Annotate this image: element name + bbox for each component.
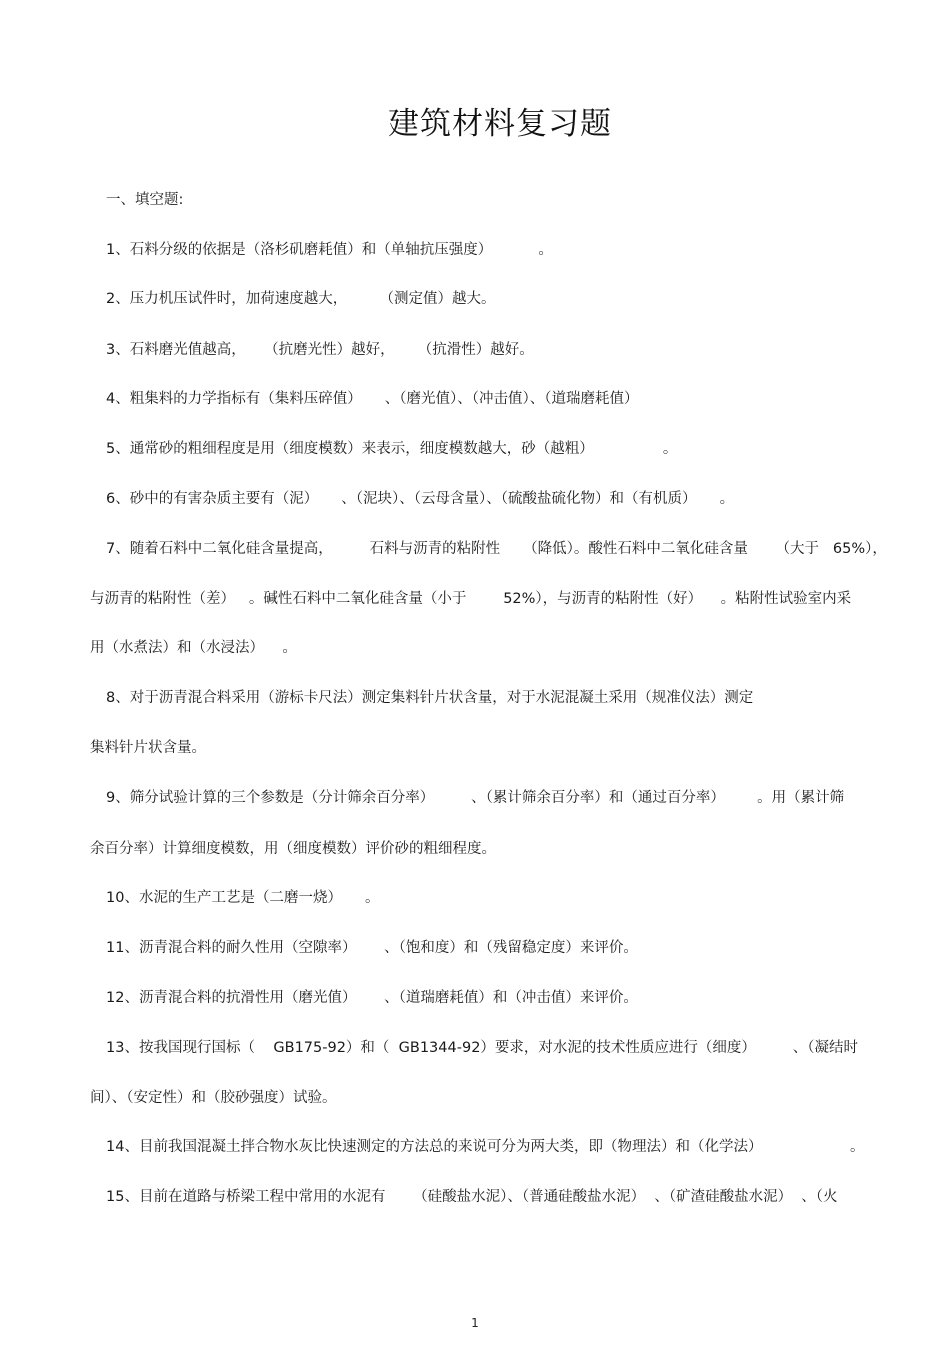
question-line-7c: 用（水煮法）和（水浸法） 。 [90, 640, 297, 656]
question-line-13b: 间）、（安定性）和（胶砂强度）试验。 [90, 1090, 337, 1106]
question-line-7a: 7、随着石料中二氧化硅含量提高， 石料与沥青的粘附性 （降低）。酸性石料中二氧化硅含量 （大于 65%）， [106, 541, 887, 557]
question-line-4: 4、粗集料的力学指标有（集料压碎值） 、（磨光值）、（冲击值）、（道瑞磨耗值） [106, 391, 639, 407]
question-line-9a: 9、筛分试验计算的三个参数是（分计筛余百分率） 、（累计筛余百分率）和（通过百分率） 。用（累计筛 [106, 790, 845, 806]
question-line-13a: 13、按我国现行国标（ GB175-92）和（ GB1344-92）要求，对水泥的技术性质应进行（细度） 、（凝结时 [106, 1040, 859, 1056]
question-line-8a: 8、对于沥青混合料采用（游标卡尺法）测定集料针片状含量，对于水泥混凝土采用（规准仪法）测定 [106, 690, 754, 706]
section-heading: 一、填空题: [106, 192, 184, 208]
question-line-14: 14、目前我国混凝土拌合物水灰比快速测定的方法总的来说可分为两大类，即（物理法）和（化学法） 。 [106, 1139, 865, 1155]
question-line-1: 1、石料分级的依据是（洛杉矶磨耗值）和（单轴抗压强度） 。 [106, 242, 553, 258]
question-line-15: 15、目前在道路与桥梁工程中常用的水泥有 （硅酸盐水泥）、（普通硅酸盐水泥） 、（矿渣硅酸盐水泥） 、（火 [106, 1189, 838, 1205]
question-line-11: 11、沥青混合料的耐久性用（空隙率） 、（饱和度）和（残留稳定度）来评价。 [106, 940, 638, 956]
question-line-12: 12、沥青混合料的抗滑性用（磨光值） 、（道瑞磨耗值）和（冲击值）来评价。 [106, 990, 638, 1006]
question-line-3: 3、石料磨光值越高， （抗磨光性）越好， （抗滑性）越好。 [106, 342, 534, 358]
page-number: 1 [471, 1316, 479, 1330]
question-line-8b: 集料针片状含量。 [90, 740, 206, 756]
question-line-7b: 与沥青的粘附性（差） 。碱性石料中二氧化硅含量（小于 52%），与沥青的粘附性（好） 。粘附性试验室内采 [90, 591, 852, 607]
question-line-5: 5、通常砂的粗细程度是用（细度模数）来表示，细度模数越大，砂（越粗） 。 [106, 441, 678, 457]
question-line-10: 10、水泥的生产工艺是（二磨一烧） 。 [106, 890, 380, 906]
page-title: 建筑材料复习题 [388, 106, 612, 142]
question-line-2: 2、压力机压试件时，加荷速度越大， （测定值）越大。 [106, 291, 496, 307]
question-line-6: 6、砂中的有害杂质主要有（泥） 、（泥块）、（云母含量）、（硫酸盐硫化物）和（有机质） 。 [106, 491, 735, 507]
question-line-9b: 余百分率）计算细度模数，用（细度模数）评价砂的粗细程度。 [90, 841, 496, 857]
